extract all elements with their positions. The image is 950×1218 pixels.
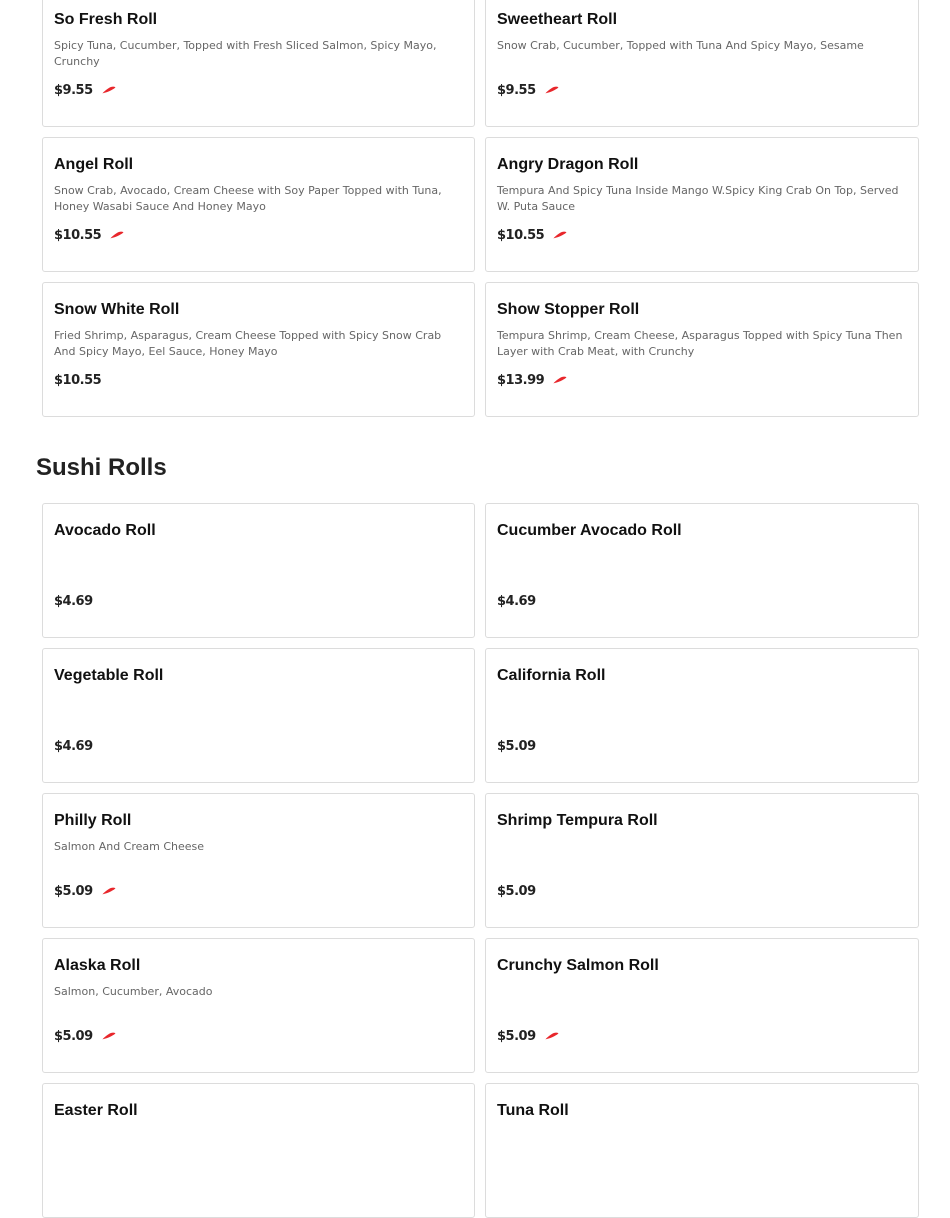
section-title-sushi-rolls: Sushi Rolls	[36, 454, 167, 481]
menu-item-name: Shrimp Tempura Roll	[497, 812, 658, 829]
chili-pepper-icon	[102, 887, 116, 895]
menu-item-card-angry-dragon-roll[interactable]	[485, 137, 919, 272]
menu-item-card-angel-roll[interactable]	[42, 137, 475, 272]
menu-item-card-alaska-roll[interactable]	[42, 938, 475, 1073]
menu-item-name: Cucumber Avocado Roll	[497, 522, 682, 539]
menu-item-name: Angry Dragon Roll	[497, 156, 639, 173]
menu-item-price: $5.09	[497, 883, 536, 899]
menu-item-name: Philly Roll	[54, 812, 132, 829]
menu-item-price-row	[497, 882, 536, 900]
menu-item-price: $4.69	[497, 593, 536, 609]
menu-item-price-row	[54, 226, 124, 244]
menu-item-price-row	[54, 592, 93, 610]
menu-item-card-snow-white-roll[interactable]	[42, 282, 475, 417]
menu-item-description: Fried Shrimp, Asparagus, Cream Cheese Topped with Spicy Snow Crab And Spicy Mayo, Eel Sauce, Honey Mayo	[54, 329, 442, 358]
menu-item-name: Alaska Roll	[54, 957, 141, 974]
chili-pepper-icon	[553, 231, 567, 239]
menu-item-name: Show Stopper Roll	[497, 301, 640, 318]
menu-item-description: Tempura Shrimp, Cream Cheese, Asparagus Topped with Spicy Tuna Then Layer with Crab Meat, with Crunchy	[497, 329, 903, 358]
menu-item-description: Snow Crab, Avocado, Cream Cheese with Soy Paper Topped with Tuna, Honey Wasabi Sauce And Honey Mayo	[54, 184, 442, 213]
menu-item-name: Avocado Roll	[54, 522, 156, 539]
menu-item-card-vegetable-roll[interactable]	[42, 648, 475, 783]
menu-item-card-show-stopper-roll[interactable]	[485, 282, 919, 417]
menu-item-card-avocado-roll[interactable]	[42, 503, 475, 638]
menu-item-price-row	[54, 1027, 116, 1045]
chili-pepper-icon	[545, 86, 559, 94]
menu-item-price: $5.09	[54, 1028, 93, 1044]
menu-item-price-row	[54, 81, 116, 99]
menu-item-name: Crunchy Salmon Roll	[497, 957, 659, 974]
menu-item-price: $9.55	[54, 82, 93, 98]
menu-item-description: Salmon, Cucumber, Avocado	[54, 985, 213, 998]
menu-item-name: Tuna Roll	[497, 1102, 569, 1119]
menu-item-price-row	[54, 371, 101, 389]
menu-item-description: Snow Crab, Cucumber, Topped with Tuna And Spicy Mayo, Sesame	[497, 39, 864, 52]
menu-item-price-row	[497, 737, 536, 755]
chili-pepper-icon	[545, 1032, 559, 1040]
sushi-rolls-grid	[42, 503, 919, 1218]
menu-item-card-sweetheart-roll[interactable]	[485, 0, 919, 127]
menu-item-card-easter-roll[interactable]	[42, 1083, 475, 1218]
chili-pepper-icon	[553, 376, 567, 384]
menu-item-price-row	[497, 81, 559, 99]
menu-item-price: $10.55	[54, 372, 102, 388]
chili-pepper-icon	[110, 231, 124, 239]
menu-item-price-row	[54, 882, 116, 900]
menu-item-name: Easter Roll	[54, 1102, 138, 1119]
menu-item-price: $4.69	[54, 738, 93, 754]
menu-item-card-crunchy-salmon-roll[interactable]	[485, 938, 919, 1073]
menu-item-card-philly-roll[interactable]	[42, 793, 475, 928]
menu-item-card-shrimp-tempura-roll[interactable]	[485, 793, 919, 928]
menu-item-price: $5.09	[54, 883, 93, 899]
featured-rolls-grid	[42, 0, 919, 417]
menu-item-price: $13.99	[497, 372, 545, 388]
menu-item-price: $4.69	[54, 593, 93, 609]
chili-pepper-icon	[102, 1032, 116, 1040]
menu-item-name: Sweetheart Roll	[497, 11, 618, 28]
menu-item-card-california-roll[interactable]	[485, 648, 919, 783]
menu-item-name: Vegetable Roll	[54, 667, 164, 684]
menu-item-price-row	[497, 1027, 559, 1045]
menu-item-card-tuna-roll[interactable]	[485, 1083, 919, 1218]
menu-item-name: So Fresh Roll	[54, 11, 158, 28]
menu-item-price-row	[497, 226, 567, 244]
menu-item-price: $5.09	[497, 1028, 536, 1044]
menu-item-price-row	[497, 592, 536, 610]
menu-item-card-so-fresh-roll[interactable]	[42, 0, 475, 127]
menu-item-price-row	[497, 371, 567, 389]
menu-item-price: $9.55	[497, 82, 536, 98]
menu-item-price: $10.55	[54, 227, 102, 243]
menu-item-price: $5.09	[497, 738, 536, 754]
menu-item-description: Salmon And Cream Cheese	[54, 840, 205, 853]
menu-item-description: Tempura And Spicy Tuna Inside Mango W.Spicy King Crab On Top, Served W. Puta Sauce	[497, 184, 899, 213]
menu-item-name: Angel Roll	[54, 156, 134, 173]
menu-item-name: California Roll	[497, 667, 606, 684]
menu-item-price: $10.55	[497, 227, 545, 243]
menu-item-card-cucumber-avocado-roll[interactable]	[485, 503, 919, 638]
menu-item-name: Snow White Roll	[54, 301, 180, 318]
menu-item-price-row	[54, 737, 93, 755]
chili-pepper-icon	[102, 86, 116, 94]
menu-item-description: Spicy Tuna, Cucumber, Topped with Fresh Sliced Salmon, Spicy Mayo, Crunchy	[54, 39, 437, 68]
